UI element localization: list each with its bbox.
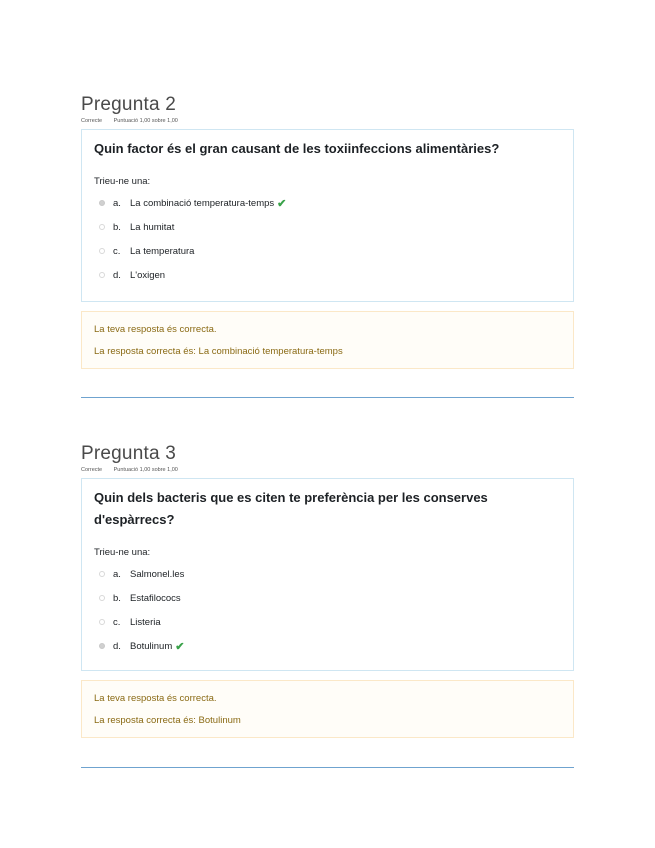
question-content	[81, 478, 574, 671]
check-icon: ✔	[277, 197, 287, 210]
question-3	[81, 443, 574, 738]
option-letter: b.	[113, 221, 121, 233]
question-text: Quin factor és el gran causant de les toxiinfeccions alimentàries?	[94, 141, 500, 156]
radio-button[interactable]	[99, 595, 105, 601]
option-label: Salmonel.les	[130, 568, 185, 580]
feedback-box	[81, 311, 574, 369]
option-label: Estafilococs	[130, 592, 181, 604]
option-label: Listeria	[130, 616, 161, 628]
question-score: Puntuació 1,00 sobre 1,00	[113, 118, 178, 124]
answer-prompt: Trieu-ne una:	[94, 547, 151, 558]
option-letter: d.	[113, 269, 121, 281]
answer-option-a[interactable]	[94, 562, 561, 586]
question-content	[81, 129, 574, 302]
feedback-result: La teva resposta és correcta.	[94, 324, 217, 335]
answer-option-c[interactable]	[94, 610, 561, 634]
question-info	[81, 118, 574, 125]
option-letter: d.	[113, 640, 121, 652]
option-letter: a.	[113, 197, 121, 209]
feedback-box	[81, 680, 574, 738]
question-2	[81, 94, 574, 369]
option-letter: c.	[113, 245, 121, 257]
option-label: Botulinum	[130, 640, 173, 652]
question-text: Quin dels bacteris que es citen te preferència per les conserves d'espàrrecs?	[94, 490, 488, 527]
answer-option-d[interactable]	[94, 263, 561, 287]
radio-button[interactable]	[99, 224, 105, 230]
radio-button[interactable]	[99, 571, 105, 577]
question-score: Puntuació 1,00 sobre 1,00	[113, 467, 178, 473]
question-info	[81, 467, 574, 474]
option-label: La combinació temperatura-temps	[130, 197, 275, 209]
option-label: La humitat	[130, 221, 175, 233]
option-letter: a.	[113, 568, 121, 580]
option-letter: b.	[113, 592, 121, 604]
option-label: La temperatura	[130, 245, 195, 257]
radio-button[interactable]	[99, 200, 105, 206]
question-divider	[81, 397, 574, 398]
answer-option-a[interactable]	[94, 191, 561, 215]
option-letter: c.	[113, 616, 121, 628]
answer-prompt: Trieu-ne una:	[94, 176, 151, 187]
answer-option-b[interactable]	[94, 215, 561, 239]
radio-button[interactable]	[99, 272, 105, 278]
question-title: Pregunta 3	[81, 443, 176, 464]
answer-option-b[interactable]	[94, 586, 561, 610]
answer-option-d[interactable]	[94, 634, 561, 658]
radio-button[interactable]	[99, 619, 105, 625]
question-title: Pregunta 2	[81, 94, 176, 115]
option-label: L'oxigen	[130, 269, 166, 281]
feedback-answer: La resposta correcta és: La combinació temperatura-temps	[94, 346, 343, 357]
radio-button[interactable]	[99, 643, 105, 649]
feedback-answer: La resposta correcta és: Botulinum	[94, 715, 241, 726]
answer-option-c[interactable]	[94, 239, 561, 263]
check-icon: ✔	[175, 640, 185, 653]
question-status: Correcte	[81, 467, 103, 473]
question-divider	[81, 767, 574, 768]
question-status: Correcte	[81, 118, 103, 124]
radio-button[interactable]	[99, 248, 105, 254]
feedback-result: La teva resposta és correcta.	[94, 693, 217, 704]
